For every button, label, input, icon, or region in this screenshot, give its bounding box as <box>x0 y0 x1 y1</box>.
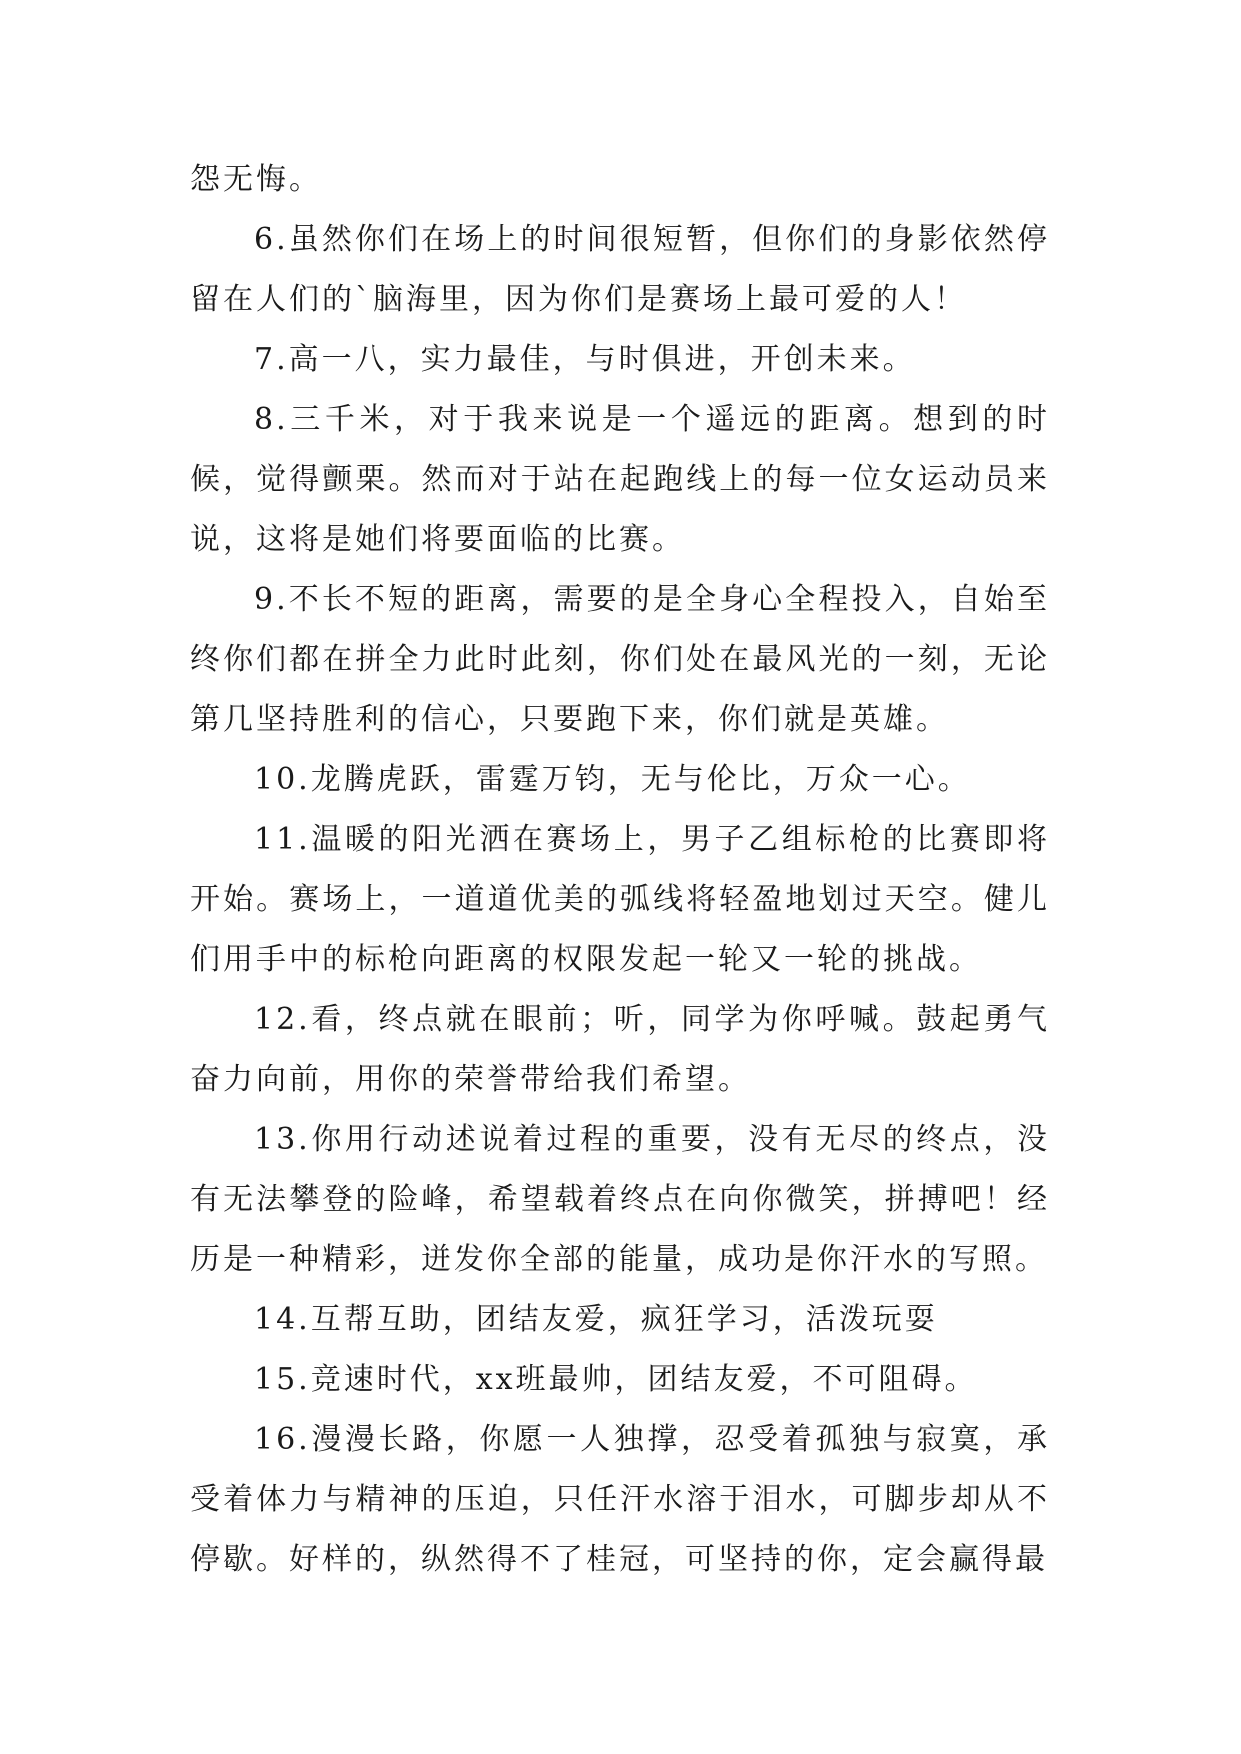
paragraph-12: 12.看，终点就在眼前；听，同学为你呼喊。鼓起勇气奋力向前，用你的荣誉带给我们希望。 <box>190 1002 1050 1097</box>
paragraph-10: 10.龙腾虎跃，雷霆万钧，无与伦比，万众一心。 <box>254 762 971 797</box>
paragraph-15: 15.竞速时代，xx班最帅，团结友爱，不可阻碍。 <box>254 1362 978 1397</box>
paragraph-11: 11.温暖的阳光洒在赛场上，男子乙组标枪的比赛即将开始。赛场上，一道道优美的弧线将轻盈地划过天空。健儿们用手中的标枪向距离的权限发起一轮又一轮的挑战。 <box>190 822 1050 977</box>
document-body <box>190 150 1050 1590</box>
paragraph-16: 16.漫漫长路，你愿一人独撑，忍受着孤独与寂寞，承受着体力与精神的压迫，只任汗水溶于泪水，可脚步却从不停歇。好样的，纵然得不了桂冠，可坚持的你，定会赢得最 <box>190 1422 1050 1577</box>
paragraph-13: 13.你用行动述说着过程的重要，没有无尽的终点，没有无法攀登的险峰，希望载着终点在向你微笑，拼搏吧！经历是一种精彩，迸发你全部的能量，成功是你汗水的写照。 <box>190 1122 1050 1277</box>
paragraph-7: 7.高一八，实力最佳，与时俱进，开创未来。 <box>254 342 916 377</box>
paragraph-9: 9.不长不短的距离，需要的是全身心全程投入，自始至终你们都在拼全力此时此刻，你们处在最风光的一刻，无论第几坚持胜利的信心，只要跑下来，你们就是英雄。 <box>190 582 1050 737</box>
paragraph-14: 14.互帮互助，团结友爱，疯狂学习，活泼玩耍 <box>254 1302 938 1337</box>
paragraph-continuation: 怨无悔。 <box>190 162 322 197</box>
paragraph-8: 8.三千米，对于我来说是一个遥远的距离。想到的时候，觉得颤栗。然而对于站在起跑线上的每一位女运动员来说，这将是她们将要面临的比赛。 <box>190 402 1050 557</box>
paragraph-6: 6.虽然你们在场上的时间很短暂，但你们的身影依然停留在人们的`脑海里，因为你们是赛场上最可爱的人！ <box>190 222 1050 317</box>
